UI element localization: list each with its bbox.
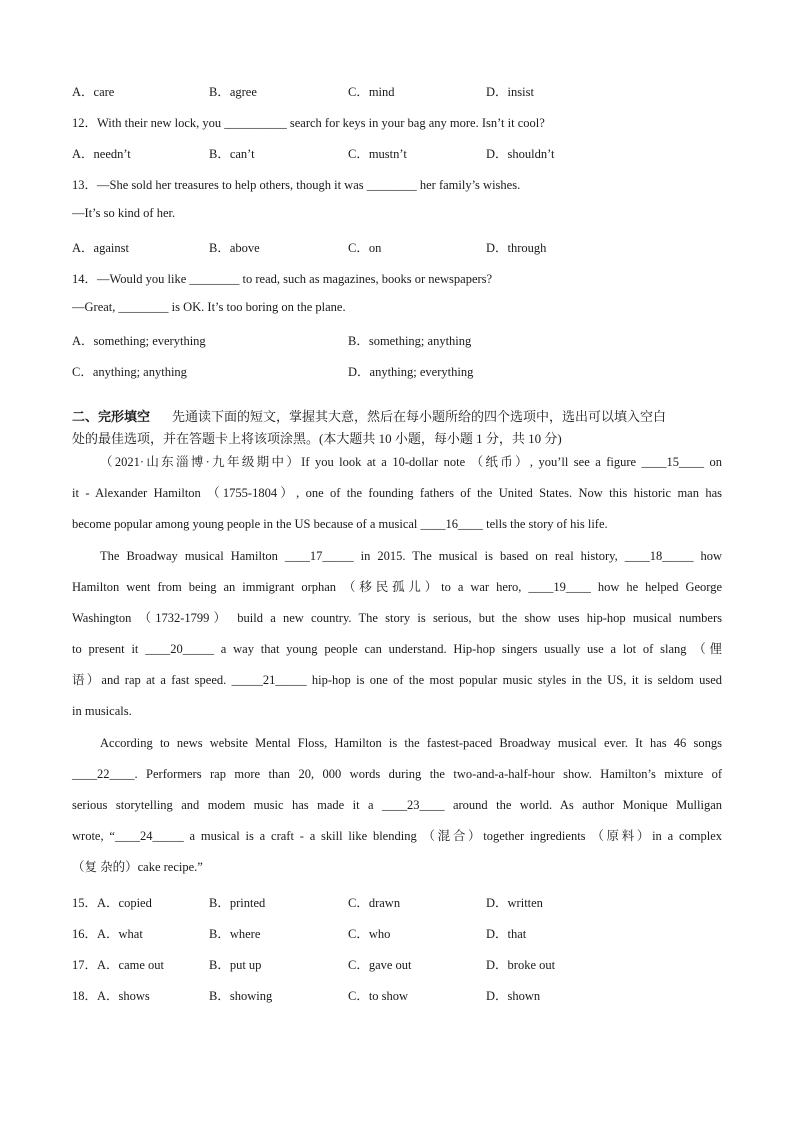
q17-option-d[interactable]: D．broke out <box>486 958 556 972</box>
q17-options <box>72 955 732 973</box>
q11-option-d[interactable]: D．insist <box>486 85 534 99</box>
q15-option-b[interactable]: B．printed <box>209 896 266 910</box>
q12-stem: 12．With their new lock, you __________ search for keys in your bag any more. Isn’t it cool? <box>72 116 545 130</box>
q15-option-c[interactable]: C．drawn <box>348 896 401 910</box>
q14-options-row1 <box>72 331 732 349</box>
q14-stem: 14．—Would you like ________ to read, such as magazines, books or newspapers? <box>72 272 493 286</box>
passage-line: （复 杂的）cake recipe.” <box>72 860 203 874</box>
passage-line: become popular among young people in the US because of a musical ____16____ tells the story of his life. <box>72 517 608 531</box>
passage-line: ____22____. Performers rap more than 20, 000 words during the two-and-a-half-hour show. Hamilton’s mixture of <box>72 767 722 781</box>
passage-line: serious storytelling and modem music has made it a ____23____ around the world. As author Monique Mulligan <box>72 798 722 812</box>
q17-option-b[interactable]: B．put up <box>209 958 262 972</box>
passage-line: 语）and rap at a fast speed. _____21_____ hip-hop is one of the most popular music styles in the US, it is seldom used <box>72 673 722 687</box>
q18-option-d[interactable]: D．shown <box>486 989 541 1003</box>
passage-line: Washington （1732-1799） build a new country. The story is serious, but the show uses hip-hop musical numbers <box>72 611 722 625</box>
q11-option-b[interactable]: B．agree <box>209 85 257 99</box>
q12-option-a[interactable]: A．needn’t <box>72 147 131 161</box>
q18-option-b[interactable]: B．showing <box>209 989 273 1003</box>
q16-option-d[interactable]: D．that <box>486 927 527 941</box>
q15-option-d[interactable]: D．written <box>486 896 543 910</box>
q18-option-a[interactable]: 18．A．shows <box>72 989 150 1003</box>
passage-line: （2021·山东淄博·九年级期中）If you look at a 10-dollar note （纸币）, you’ll see a figure ____15____ on <box>100 455 722 469</box>
q13-option-b[interactable]: B．above <box>209 241 260 255</box>
q13-option-a[interactable]: A．against <box>72 241 129 255</box>
q16-option-b[interactable]: B．where <box>209 927 261 941</box>
passage-line: According to news website Mental Floss, Hamilton is the fastest-paced Broadway musical ever. It has 46 songs <box>100 736 722 750</box>
passage-line: it - Alexander Hamilton （1755-1804）, one of the founding fathers of the United States. Now this historic man has <box>72 486 722 500</box>
q11-option-c[interactable]: C．mind <box>348 85 395 99</box>
q14-option-c[interactable]: C．anything; anything <box>72 365 187 379</box>
passage-line: wrote, “____24_____ a musical is a craft - a skill like blending （混合）together ingredients （原料）in a complex <box>72 829 722 843</box>
q13-options <box>72 238 732 256</box>
q14-options-row2 <box>72 362 732 380</box>
passage-paragraph-3 <box>72 728 722 883</box>
q12-option-d[interactable]: D．shouldn’t <box>486 147 555 161</box>
q12-option-b[interactable]: B．can’t <box>209 147 255 161</box>
q16-options <box>72 924 732 942</box>
q14-option-b[interactable]: B．something; anything <box>348 334 472 348</box>
section-instruction-2: 处的最佳选项，并在答题卡上将该项涂黑。(本大题共 10 小题，每小题 1 分，共 10 分) <box>72 431 562 446</box>
q15-options <box>72 893 732 911</box>
section-instruction-1: 先通读下面的短文，掌握其大意，然后在每小题所给的四个选项中，选出可以填入空白 <box>172 409 667 424</box>
q11-option-a[interactable]: A．care <box>72 85 115 99</box>
q16-option-c[interactable]: C．who <box>348 927 391 941</box>
q11-options <box>72 82 732 100</box>
passage-line: The Broadway musical Hamilton ____17_____ in 2015. The musical is based on real history, ____18_____ how <box>100 549 722 563</box>
q17-option-c[interactable]: C．gave out <box>348 958 412 972</box>
q13-option-d[interactable]: D．through <box>486 241 547 255</box>
q18-options <box>72 986 732 1004</box>
passage-line: in musicals. <box>72 704 132 718</box>
passage-line: Hamilton went from being an immigrant orphan （移民孤儿）to a war hero, ____19____ how he helped George <box>72 580 722 594</box>
section-cloze-heading <box>72 406 722 450</box>
q12-option-c[interactable]: C．mustn’t <box>348 147 407 161</box>
q18-option-c[interactable]: C．to show <box>348 989 409 1003</box>
q16-option-a[interactable]: 16．A．what <box>72 927 143 941</box>
q14-option-a[interactable]: A．something; everything <box>72 334 206 348</box>
q12-options <box>72 144 732 162</box>
q13-stem: 13．—She sold her treasures to help others, though it was ________ her family’s wishes. <box>72 178 521 192</box>
passage-line: to present it ____20_____ a way that young people can understand. Hip-hop singers usually use a lot of slang （俚 <box>72 642 722 656</box>
q14-reply: —Great, ________ is OK. It’s too boring on the plane. <box>72 300 346 314</box>
q15-option-a[interactable]: 15．A．copied <box>72 896 152 910</box>
passage-paragraph-2 <box>72 541 722 727</box>
q13-reply: —It’s so kind of her. <box>72 206 176 220</box>
section-title: 二、完形填空 <box>72 409 151 424</box>
passage-paragraph-1 <box>72 447 722 540</box>
q14-option-d[interactable]: D．anything; everything <box>348 365 474 379</box>
q17-option-a[interactable]: 17．A．came out <box>72 958 164 972</box>
q13-option-c[interactable]: C．on <box>348 241 382 255</box>
